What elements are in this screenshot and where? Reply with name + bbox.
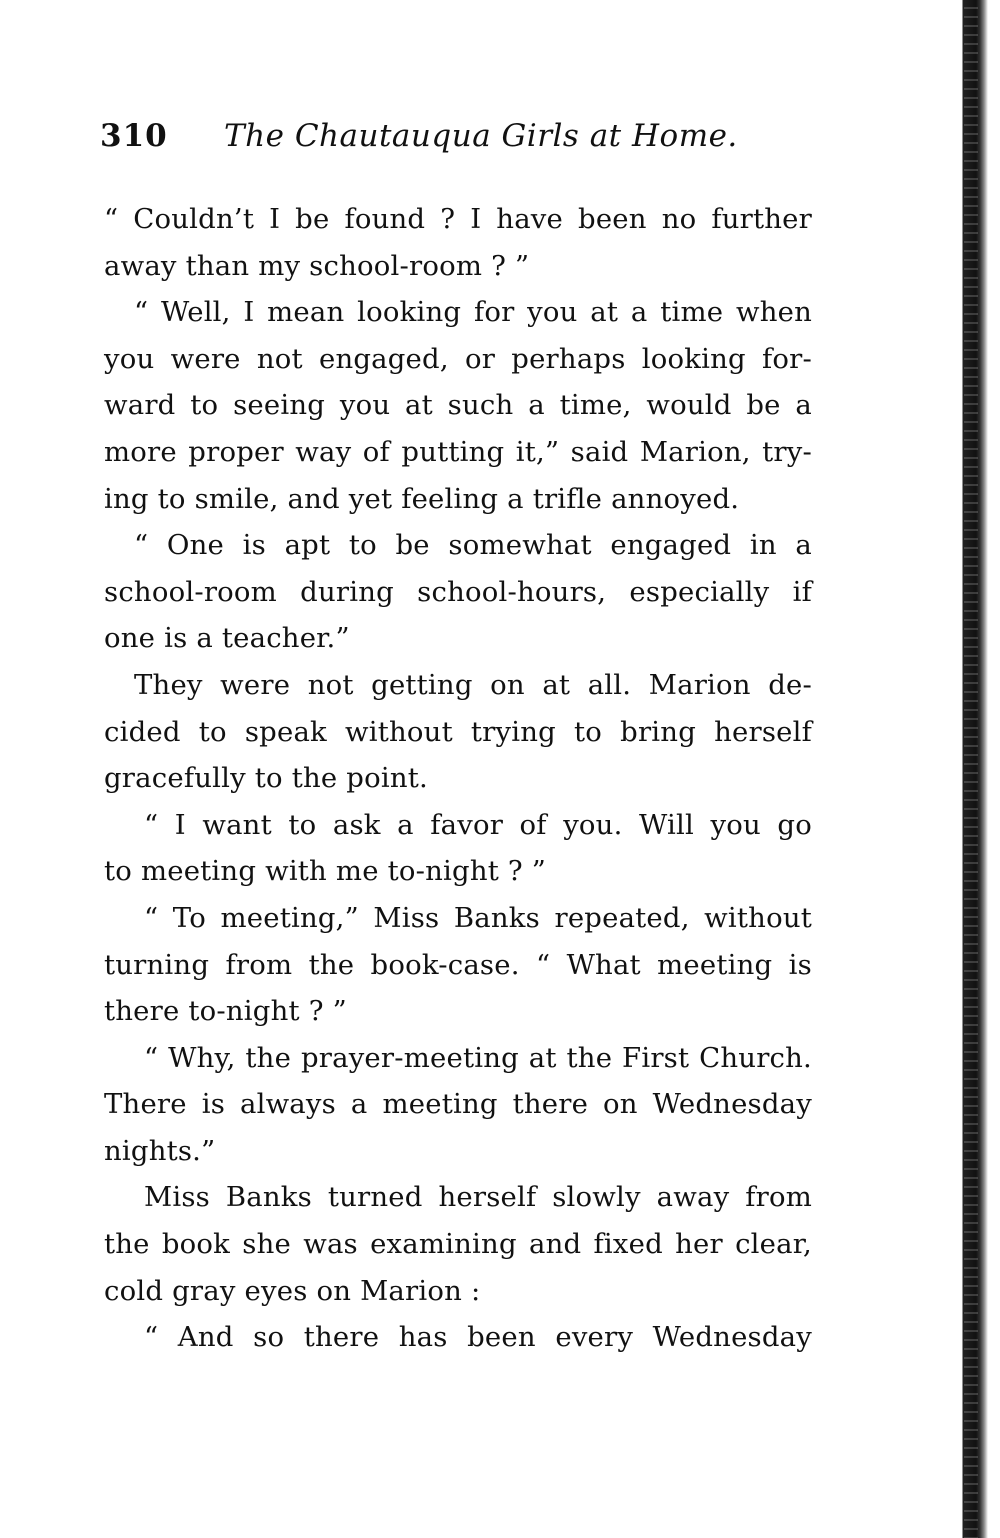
- text-line: the book she was examining and fixed her clear,: [104, 1228, 812, 1261]
- running-title: The Chautauqua Girls at Home.: [224, 118, 738, 154]
- text-line: there to-night ? ”: [104, 995, 347, 1028]
- page-header: [100, 118, 820, 162]
- text-line: turning from the book-case. “ What meeting is: [104, 948, 812, 981]
- text-line: cold gray eyes on Marion :: [104, 1274, 481, 1307]
- text-line: cided to speak without trying to bring herself: [104, 715, 812, 748]
- text-line: There is always a meeting there on Wednesday: [104, 1088, 812, 1121]
- body-text: [104, 196, 812, 1361]
- text-line: more proper way of putting it,” said Marion, try-: [104, 435, 812, 468]
- text-line: “ One is apt to be somewhat engaged in a: [134, 529, 812, 562]
- text-line: “ And so there has been every Wednesday: [144, 1321, 812, 1354]
- page-number: 310: [100, 118, 168, 154]
- text-line: “ I want to ask a favor of you. Will you go: [144, 808, 812, 841]
- text-line: away than my school-room ? ”: [104, 249, 530, 282]
- page-binding-edge: [954, 0, 1000, 1538]
- text-line: “ Well, I mean looking for you at a time when: [134, 296, 812, 329]
- text-line: They were not getting on at all. Marion de-: [134, 668, 812, 701]
- text-line: Miss Banks turned herself slowly away from: [144, 1181, 812, 1214]
- text-line: gracefully to the point.: [104, 762, 428, 795]
- text-line: “ Why, the prayer-meeting at the First Church.: [144, 1041, 812, 1074]
- text-line: to meeting with me to-night ? ”: [104, 855, 547, 888]
- text-line: you were not engaged, or perhaps looking for-: [104, 342, 812, 375]
- text-line: school-room during school-hours, especially if: [104, 575, 812, 608]
- text-line: one is a teacher.”: [104, 622, 350, 655]
- text-line: ward to seeing you at such a time, would be a: [104, 389, 812, 422]
- text-line: ing to smile, and yet feeling a trifle annoyed.: [104, 482, 740, 515]
- text-line: “ Couldn’t I be found ? I have been no further: [104, 203, 812, 235]
- text-line: nights.”: [104, 1134, 216, 1167]
- text-line: “ To meeting,” Miss Banks repeated, without: [144, 901, 812, 934]
